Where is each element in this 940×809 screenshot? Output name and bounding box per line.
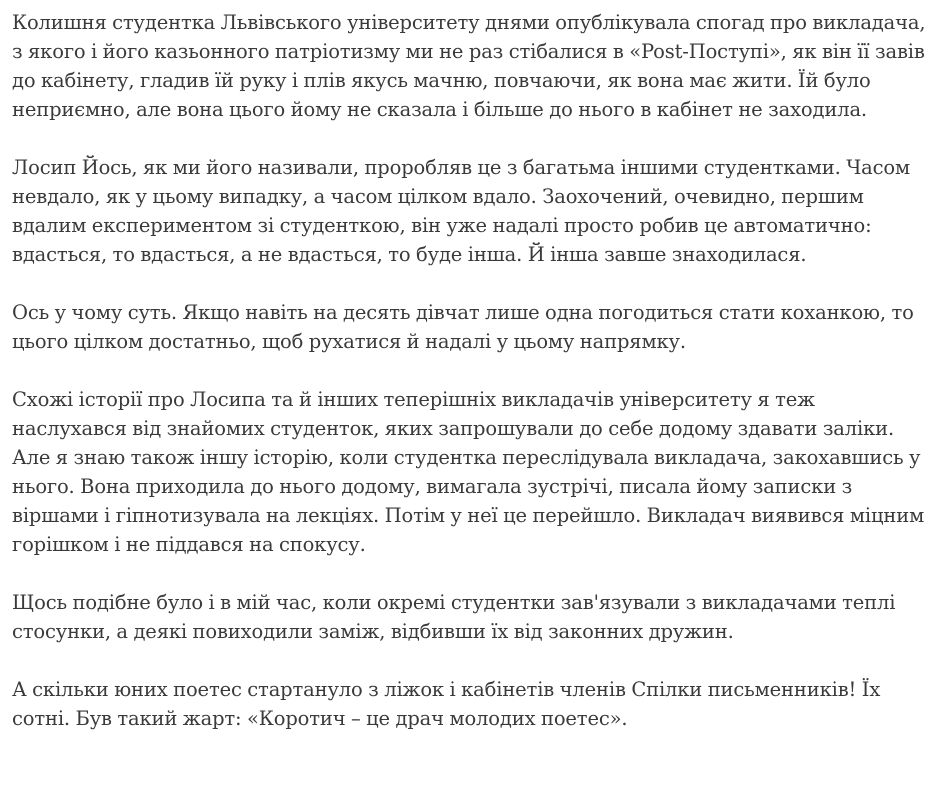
paragraph-1: Колишня студентка Львівського університету днями опублікувала спогад про викладача, з якого і його казьонного патріотизму ми не раз стібалися в «Post-Поступі», як він її завів до кабінету, гладив їй руку і плів якусь мачню, повчаючи, як вона має жити. Їй було неприємно, але вона цього йому не сказала і більше до нього в кабінет не заходила. <box>12 11 926 121</box>
paragraph-3: Ось у чому суть. Якщо навіть на десять дівчат лише одна погодиться стати коханкою, то цього цілком достатньо, щоб рухатися й надалі у цьому напрямку. <box>12 301 914 353</box>
paragraph-2: Лосип Йось, як ми його називали, проробляв це з багатьма іншими студентками. Часом невдало, як у цьому випадку, а часом цілком вдало. Заохочений, очевидно, першим вдалим експериментом зі студенткою, він уже надалі просто робив це автоматично: вдасться, то вдасться, а не вдасться, то буде інша. Й інша завше знаходилася. <box>12 156 910 266</box>
paragraph-5: Щось подібне було і в мій час, коли окремі студентки зав'язували з викладачами теплі стосунки, а деякі повиходили заміж, відбивши їх від законних дружин. <box>12 591 896 643</box>
paragraph-6: А скільки юних поетес стартануло з ліжок і кабінетів членів Спілки письменників! Їх сотні. Був такий жарт: «Коротич – це драч молодих поетес». <box>12 678 881 730</box>
paragraph-4: Схожі історії про Лосипа та й інших теперішніх викладачів університету я теж наслухався від знайомих студенток, яких запрошували до себе додому здавати заліки. Але я знаю також іншу історію, коли студентка переслідувала викладача, закохавшись у нього. Вона приходила до нього додому, вимагала зустрічі, писала йому записки з віршами і гіпнотизувала на лекціях. Потім у неї це перейшло. Викладач виявився міцним горішком і не піддався на спокусу. <box>12 388 925 556</box>
